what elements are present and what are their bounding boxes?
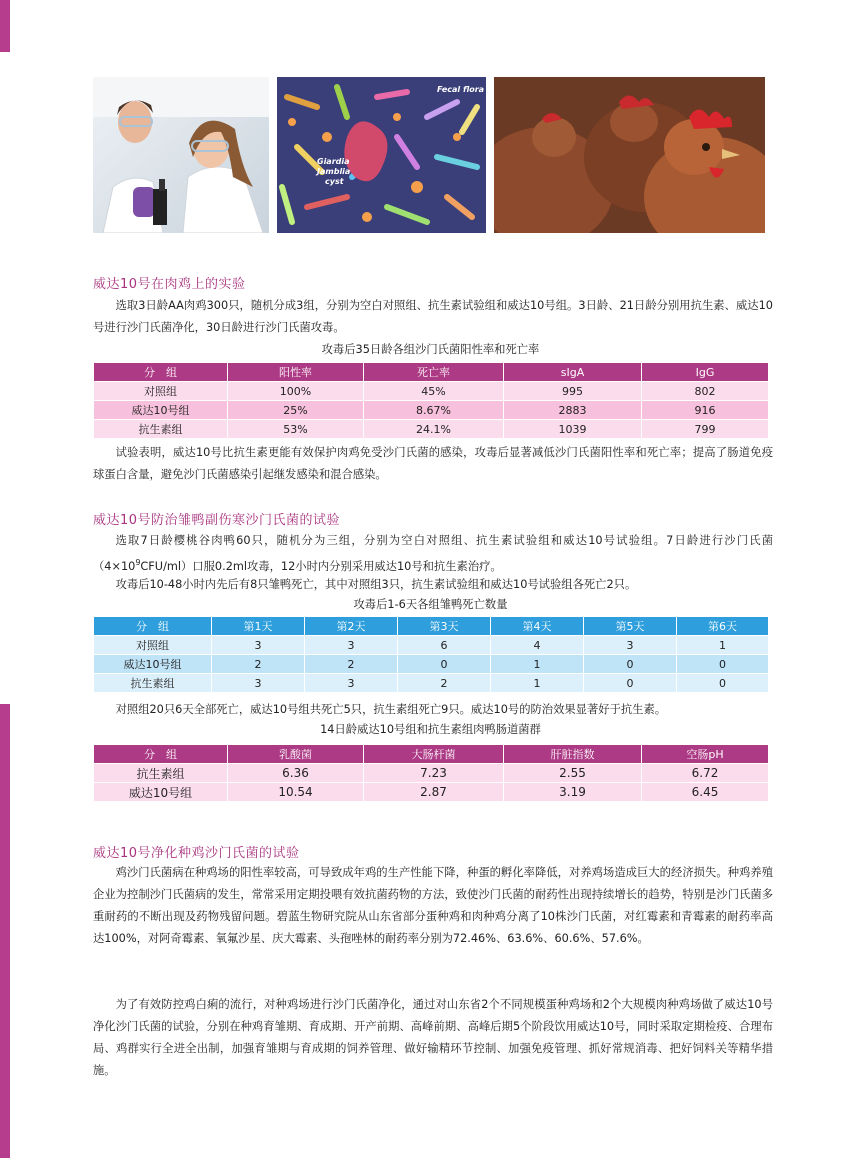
table-cell: 3.19 [504, 783, 642, 802]
section3-paragraph-2: 为了有效防控鸡白痢的流行，对种鸡场进行沙门氏菌净化，通过对山东省2个不同规模蛋种鸡场和2个大规模肉种鸡场做了威达10号净化沙门氏菌的试验，分别在种鸡育雏期、育成期、开产前期、高峰前期、高峰后期5个阶段饮用威达10号，同时采取定期检疫、合理布局、鸡群实行全进全出制，加强育雏期与育成期的饲养管理、做好输精环节控制、加强免疫管理、抓好常规消毒、把好饲料关等精华措施。 [93, 998, 773, 1077]
table-cell: 1 [491, 655, 584, 674]
table-cell: 1 [491, 674, 584, 693]
table-cell: 对照组 [94, 382, 228, 401]
table-row [94, 655, 769, 674]
hens-photo [494, 77, 765, 233]
table-cell: 0 [677, 655, 769, 674]
table-cell: 2883 [504, 401, 642, 420]
table-header: 分 组 [94, 363, 228, 382]
table-cell: 2 [305, 655, 398, 674]
fecal-flora-label: Fecal flora [437, 85, 485, 94]
giardia-label: Giardia [317, 157, 350, 166]
table-cell: 0 [584, 655, 677, 674]
exponent: 9 [135, 558, 141, 567]
section2-table [93, 616, 769, 693]
table-cell: 4 [491, 636, 584, 655]
table-header: 阳性率 [228, 363, 364, 382]
table-cell: 抗生素组 [94, 674, 212, 693]
table-cell: 24.1% [364, 420, 504, 439]
table-header-row [94, 363, 769, 382]
table-cell: 6.72 [642, 764, 769, 783]
table-row [94, 636, 769, 655]
table-cell: 7.23 [364, 764, 504, 783]
table-row [94, 783, 769, 802]
fecal-flora-micrograph [277, 77, 486, 233]
table-header: 分 组 [94, 617, 212, 636]
table-header: 乳酸菌 [228, 745, 364, 764]
table-cell: 对照组 [94, 636, 212, 655]
table-cell: 0 [584, 674, 677, 693]
table-header: 空肠pH [642, 745, 769, 764]
table-cell: 10.54 [228, 783, 364, 802]
table-header: 第6天 [677, 617, 769, 636]
section2-paragraph-3: 对照组20只6天全部死亡，威达10号组共死亡5只，抗生素组死亡9只。威达10号的防治效果显著好于抗生素。 [115, 703, 667, 716]
table-cell: 3 [212, 674, 305, 693]
table-cell: 威达10号组 [94, 783, 228, 802]
table-header: 分 组 [94, 745, 228, 764]
section1-table [93, 362, 769, 439]
table-cell: 3 [305, 636, 398, 655]
table-header: 第3天 [398, 617, 491, 636]
section3-title: 威达10号净化种鸡沙门氏菌的试验 [93, 846, 300, 861]
table-row [94, 674, 769, 693]
section2-table2 [93, 744, 769, 802]
table-row [94, 420, 769, 439]
table-cell: 3 [584, 636, 677, 655]
table-cell: 1 [677, 636, 769, 655]
table-header-row [94, 745, 769, 764]
table-cell: 799 [642, 420, 769, 439]
section1-paragraph-1: 选取3日龄AA肉鸡300只，随机分成3组，分别为空白对照组、抗生素试验组和威达10号组。3日龄、21日龄分别用抗生素、威达10号进行沙门氏菌净化，30日龄进行沙门氏菌攻毒。 [93, 299, 773, 334]
table-header: 第1天 [212, 617, 305, 636]
table-cell: 8.67% [364, 401, 504, 420]
section2-paragraph-1-part-b: CFU/ml）口服0.2ml攻毒，12小时内分别采用威达10号和抗生素治疗。 [140, 559, 502, 573]
table-cell: 2.55 [504, 764, 642, 783]
table-cell: 抗生素组 [94, 420, 228, 439]
section2-paragraph-2: 攻毒后10-48小时内先后有8只雏鸭死亡，其中对照组3只，抗生素试验组和威达10号试验组各死亡2只。 [115, 578, 637, 591]
table-cell: 53% [228, 420, 364, 439]
table-header: 大肠杆菌 [364, 745, 504, 764]
table-cell: 802 [642, 382, 769, 401]
table-cell: 6.45 [642, 783, 769, 802]
table-cell: 6.36 [228, 764, 364, 783]
scientists-photo [93, 77, 269, 233]
table-row [94, 382, 769, 401]
table-cell: 3 [305, 674, 398, 693]
section2-paragraph-1 [93, 530, 773, 578]
table-header: 死亡率 [364, 363, 504, 382]
table-cell: 威达10号组 [94, 655, 212, 674]
table-row [94, 401, 769, 420]
table-cell: 威达10号组 [94, 401, 228, 420]
jamblia-label: Jamblia [317, 167, 351, 176]
table-header: 第2天 [305, 617, 398, 636]
table-header: IgG [642, 363, 769, 382]
left-edge-bar-bottom [0, 704, 10, 1158]
table-cell: 2.87 [364, 783, 504, 802]
table-header: 第5天 [584, 617, 677, 636]
table-header-row [94, 617, 769, 636]
photo-strip [93, 77, 765, 233]
table-header: 第4天 [491, 617, 584, 636]
table-cell: 995 [504, 382, 642, 401]
table-cell: 1039 [504, 420, 642, 439]
table-cell: 0 [398, 655, 491, 674]
cyst-label: cyst [325, 177, 344, 186]
section1-title: 威达10号在肉鸡上的实验 [93, 277, 246, 292]
section1-table-title: 攻毒后35日龄各组沙门氏菌阳性率和死亡率 [321, 343, 540, 356]
table-row [94, 764, 769, 783]
section2-table-title: 攻毒后1-6天各组雏鸭死亡数量 [353, 598, 508, 611]
section2-table2-title: 14日龄威达10号组和抗生素组肉鸭肠道菌群 [320, 723, 541, 736]
table-header: 肝脏指数 [504, 745, 642, 764]
table-cell: 6 [398, 636, 491, 655]
table-cell: 3 [212, 636, 305, 655]
table-cell: 2 [212, 655, 305, 674]
section3-paragraph-1: 鸡沙门氏菌病在种鸡场的阳性率较高，可导致成年鸡的生产性能下降，种蛋的孵化率降低，对养鸡场造成巨大的经济损失。种鸡养殖企业为控制沙门氏菌病的发生，常常采用定期投喂有效抗菌药物的方法，致使沙门氏菌的耐药性出现持续增长的趋势，特别是沙门氏菌多重耐药的不断出现及药物残留问题。碧蓝生物研究院从山东省部分蛋种鸡和肉种鸡分离了10株沙门氏菌，对红霉素和青霉素的耐药率高达100%，对阿奇霉素、氧氟沙星、庆大霉素、头孢唑林的耐药率分别为72.46%、63.6%、60.6%、57.6%。 [93, 866, 773, 945]
left-edge-bar-top [0, 0, 10, 52]
table-cell: 抗生素组 [94, 764, 228, 783]
section2-title: 威达10号防治雏鸭副伤寒沙门氏菌的试验 [93, 513, 341, 528]
table-cell: 25% [228, 401, 364, 420]
table-header: sIgA [504, 363, 642, 382]
table-cell: 2 [398, 674, 491, 693]
table-cell: 45% [364, 382, 504, 401]
table-cell: 0 [677, 674, 769, 693]
section1-paragraph-2: 试验表明，威达10号比抗生素更能有效保护肉鸡免受沙门氏菌的感染，攻毒后显著减低沙门氏菌阳性率和死亡率；提高了肠道免疫球蛋白含量，避免沙门氏菌感染引起继发感染和混合感染。 [93, 446, 773, 481]
table-cell: 916 [642, 401, 769, 420]
section2-paragraph-1-part-a: 选取7日龄樱桃谷肉鸭60只，随机分为三组，分别为空白对照组、抗生素试验组和威达10号试验组。7日龄进行沙门氏菌（4×10 [93, 534, 773, 573]
table-cell: 100% [228, 382, 364, 401]
